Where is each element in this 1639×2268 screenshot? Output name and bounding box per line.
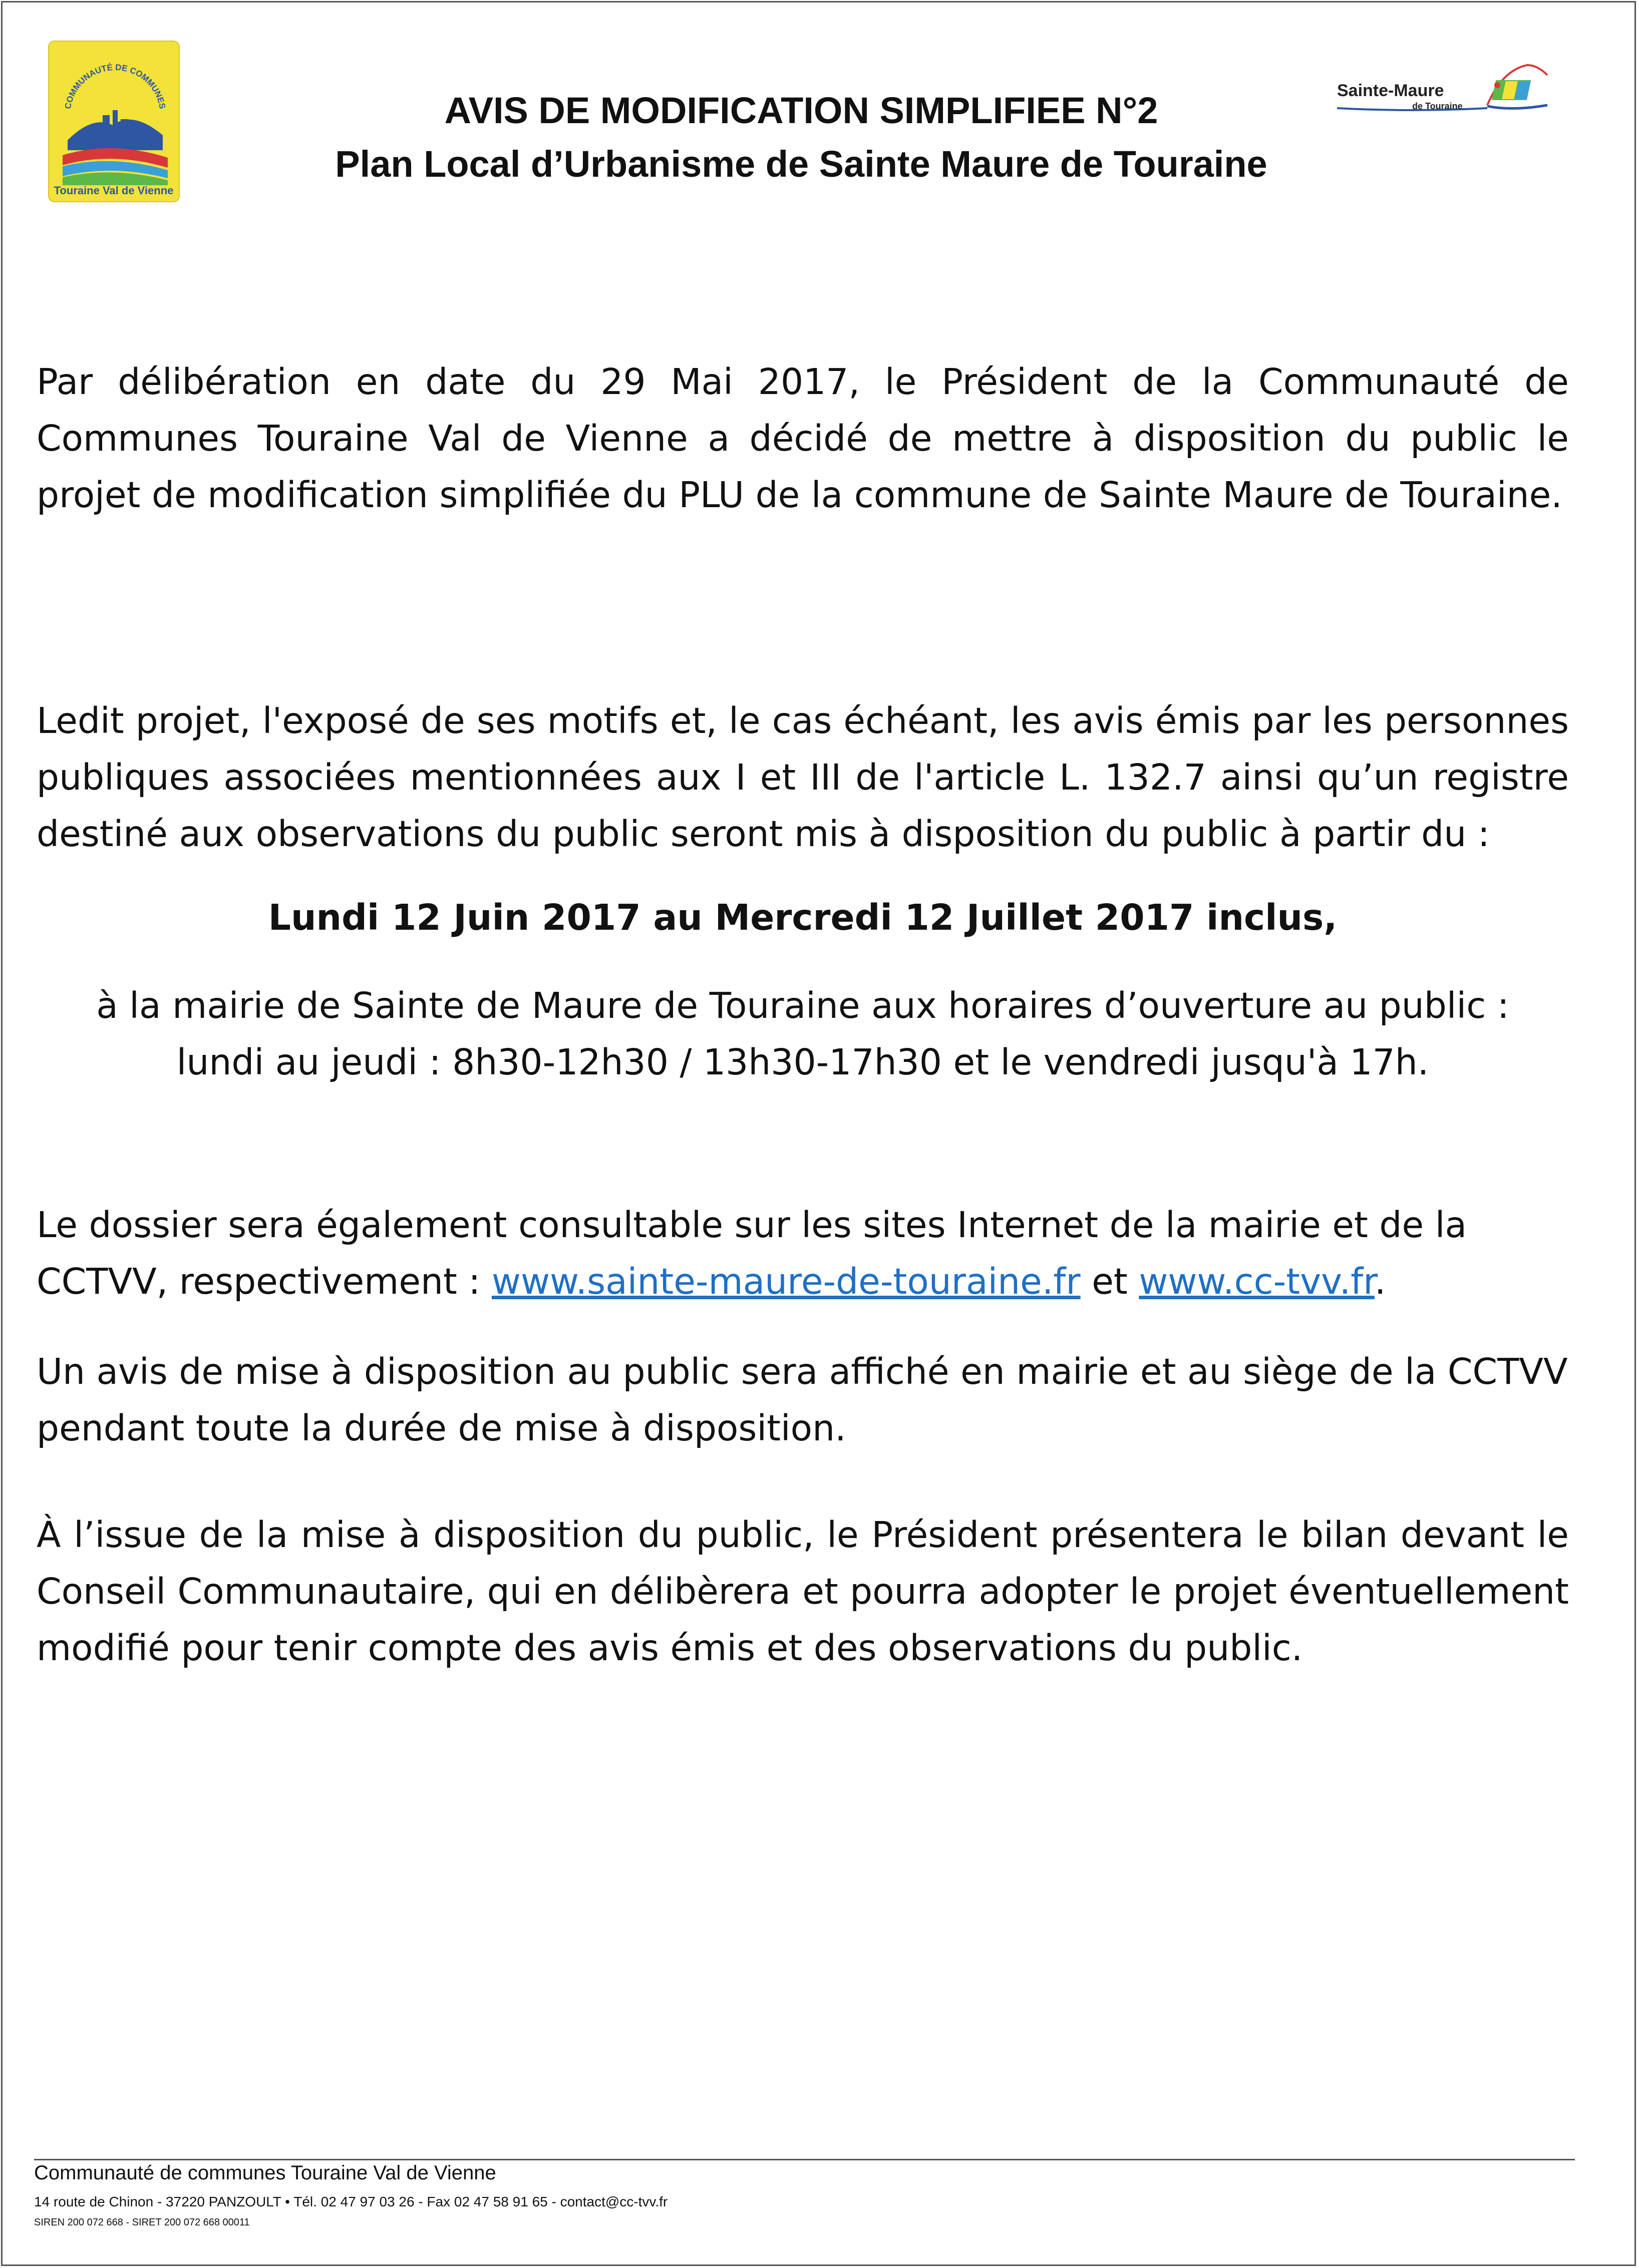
websites-conjunction: et — [1080, 1261, 1139, 1302]
logo-left-arc-text: COMMUNAUTÉ DE COMMUNES — [63, 62, 168, 110]
page-border — [1, 1, 1636, 2266]
link-mairie-website[interactable]: www.sainte-maure-de-touraine.fr — [491, 1261, 1081, 1302]
availability-dates: Lundi 12 Juin 2017 au Mercredi 12 Juillet 2017 inclus, — [268, 897, 1338, 938]
logo-left-name: Touraine Val de Vienne — [54, 184, 174, 197]
page-title: AVIS DE MODIFICATION SIMPLIFIEE N°2 — [444, 90, 1158, 131]
footer-divider — [34, 2159, 1575, 2160]
link-cctvv-website[interactable]: www.cc-tvv.fr — [1139, 1261, 1375, 1302]
paragraph-deliberation: Par délibération en date du 29 Mai 2017, le Président de la Communauté de Communes Touraine Val de Vienne a décidé de mettre à disposition du public le projet de modification simplifiée du PLU de la commune de Sainte Maure de Touraine. — [37, 361, 1569, 516]
location-line: à la mairie de Sainte de Maure de Touraine aux horaires d’ouverture au public : — [96, 985, 1509, 1026]
hours-line: lundi au jeudi : 8h30-12h30 / 13h30-17h30 et le vendredi jusqu'à 17h. — [176, 1041, 1429, 1083]
footer-identifiers: SIREN 200 072 668 - SIRET 200 072 668 00011 — [34, 2217, 250, 2228]
logo-right-name: Sainte-Maure — [1337, 81, 1444, 100]
paragraph-conclusion: À l’issue de la mise à disposition du public, le Président présentera le bilan devant le Conseil Communautaire, qui en délibèrera et pourra adopter le projet éventuellement modifié pour tenir compte des avis émis et des observations du public. — [37, 1514, 1569, 1669]
logo-right-subtitle: de Touraine — [1412, 101, 1463, 111]
location-hours — [37, 977, 1569, 1090]
paragraph-websites — [37, 1197, 1569, 1310]
paragraph-posting: Un avis de mise à disposition au public sera affiché en mairie et au siège de la CCTVV pendant toute la durée de mise à disposition. — [37, 1351, 1568, 1449]
websites-period: . — [1374, 1261, 1386, 1302]
page-subtitle: Plan Local d’Urbanisme de Sainte Maure de Touraine — [335, 143, 1267, 185]
footer-address: 14 route de Chinon - 37220 PANZOULT • Tél. 02 47 97 03 26 - Fax 02 47 58 91 65 - contact@cc-tvv.fr — [34, 2194, 668, 2209]
websites-text: Le dossier sera également consultable sur les sites Internet de la mairie et de la CCTVV, respectivement : — [37, 1204, 1467, 1302]
paragraph-project: Ledit projet, l'exposé de ses motifs et, le cas échéant, les avis émis par les personnes publiques associées mentionnées aux I et III de l'article L. 132.7 ainsi qu’un registre destiné aux observations du public seront mis à disposition du public à partir du : — [37, 700, 1569, 855]
footer-organization: Communauté de communes Touraine Val de Vienne — [34, 2162, 496, 2184]
